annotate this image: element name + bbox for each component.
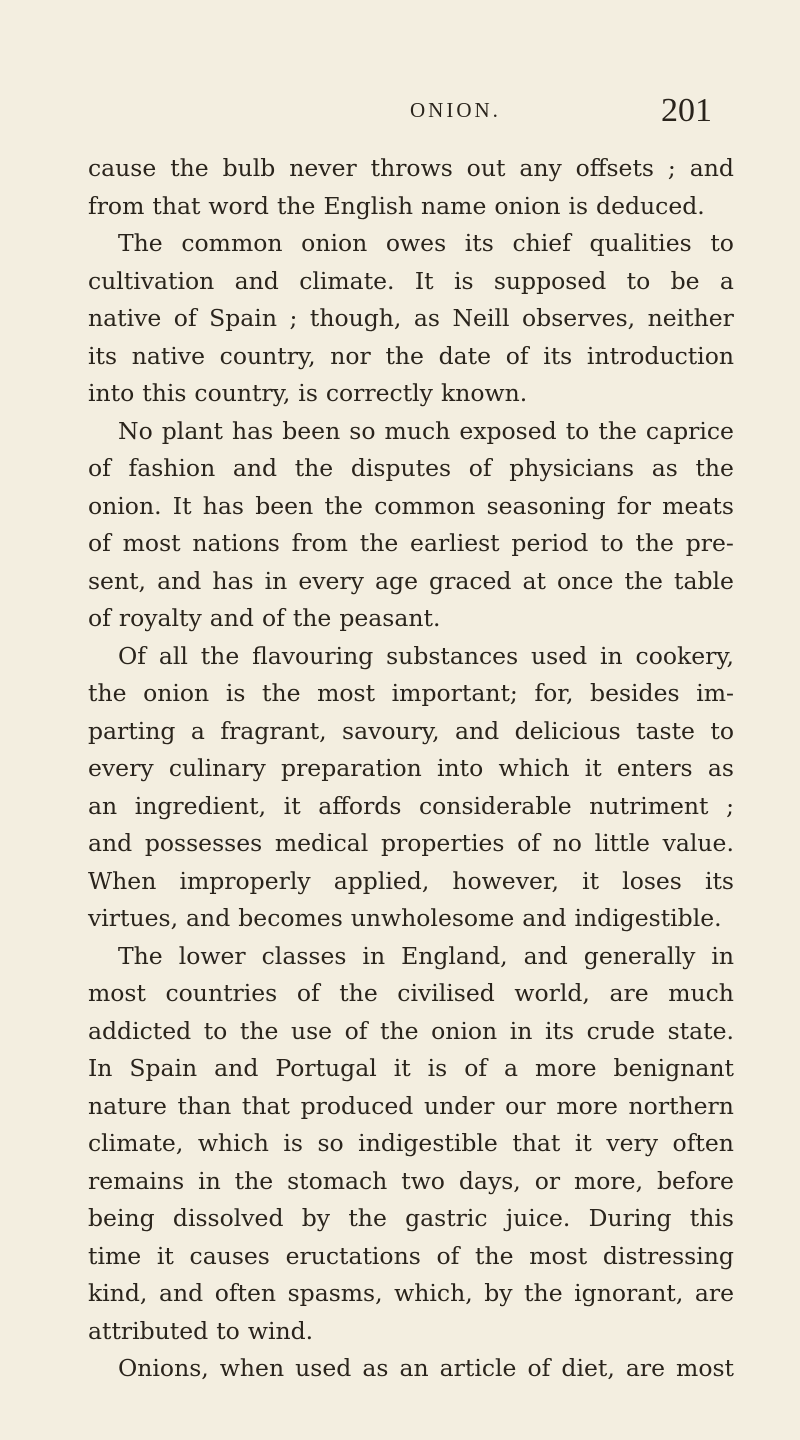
text-line: the onion is the most important; for, besides im- bbox=[88, 679, 734, 707]
body-text bbox=[88, 150, 734, 1388]
text-line: its native country, nor the date of its introduction bbox=[88, 341, 734, 370]
text-line: every culinary preparation into which it enters as bbox=[88, 754, 734, 782]
text-line: being dissolved by the gastric juice. During this bbox=[88, 1204, 734, 1232]
running-head-title: ONION. bbox=[410, 98, 501, 122]
text-line: Onions, when used as an article of diet, are most bbox=[118, 1354, 734, 1382]
text-line: onion. It has been the common seasoning for meats bbox=[88, 491, 734, 520]
text-line: addicted to the use of the onion in its crude state. bbox=[88, 1016, 734, 1045]
text-line: time it causes eructations of the most distressing bbox=[88, 1241, 734, 1270]
text-line: most countries of the civilised world, are much bbox=[88, 979, 734, 1007]
text-line: into this country, is correctly known. bbox=[88, 379, 528, 407]
text-line: of royalty and of the peasant. bbox=[88, 604, 441, 632]
text-line: No plant has been so much exposed to the caprice bbox=[118, 416, 734, 445]
text-line: kind, and often spasms, which, by the ignorant, are bbox=[88, 1279, 734, 1307]
text-line: an ingredient, it affords considerable nutriment ; bbox=[88, 791, 734, 820]
text-line: Of all the flavouring substances used in cookery, bbox=[118, 641, 734, 670]
text-line: cultivation and climate. It is supposed to be a bbox=[88, 266, 734, 295]
text-line: remains in the stomach two days, or more, before bbox=[88, 1166, 734, 1195]
text-line: The lower classes in England, and generally in bbox=[118, 941, 734, 970]
text-line: attributed to wind. bbox=[88, 1316, 314, 1345]
page-number: 201 bbox=[661, 92, 712, 129]
text-line: virtues, and becomes unwholesome and indigestible. bbox=[88, 904, 722, 932]
text-line: In Spain and Portugal it is of a more benignant bbox=[88, 1054, 734, 1082]
text-line: When improperly applied, however, it loses its bbox=[88, 866, 734, 895]
text-line: from that word the English name onion is deduced. bbox=[88, 191, 705, 220]
text-line: and possesses medical properties of no little value. bbox=[88, 829, 734, 857]
text-line: climate, which is so indigestible that it very often bbox=[88, 1129, 734, 1157]
text-line: of most nations from the earliest period to the pre- bbox=[88, 529, 734, 557]
text-line: parting a fragrant, savoury, and delicious taste to bbox=[88, 716, 734, 745]
text-line: The common onion owes its chief qualities to bbox=[118, 229, 734, 257]
running-head bbox=[0, 92, 800, 138]
text-line: sent, and has in every age graced at once the table bbox=[88, 566, 734, 595]
text-line: of fashion and the disputes of physicians as the bbox=[88, 454, 734, 482]
text-line: nature than that produced under our more northern bbox=[88, 1091, 734, 1120]
text-line: native of Spain ; though, as Neill observes, neither bbox=[88, 304, 734, 332]
text-line: cause the bulb never throws out any offsets ; and bbox=[88, 154, 734, 182]
